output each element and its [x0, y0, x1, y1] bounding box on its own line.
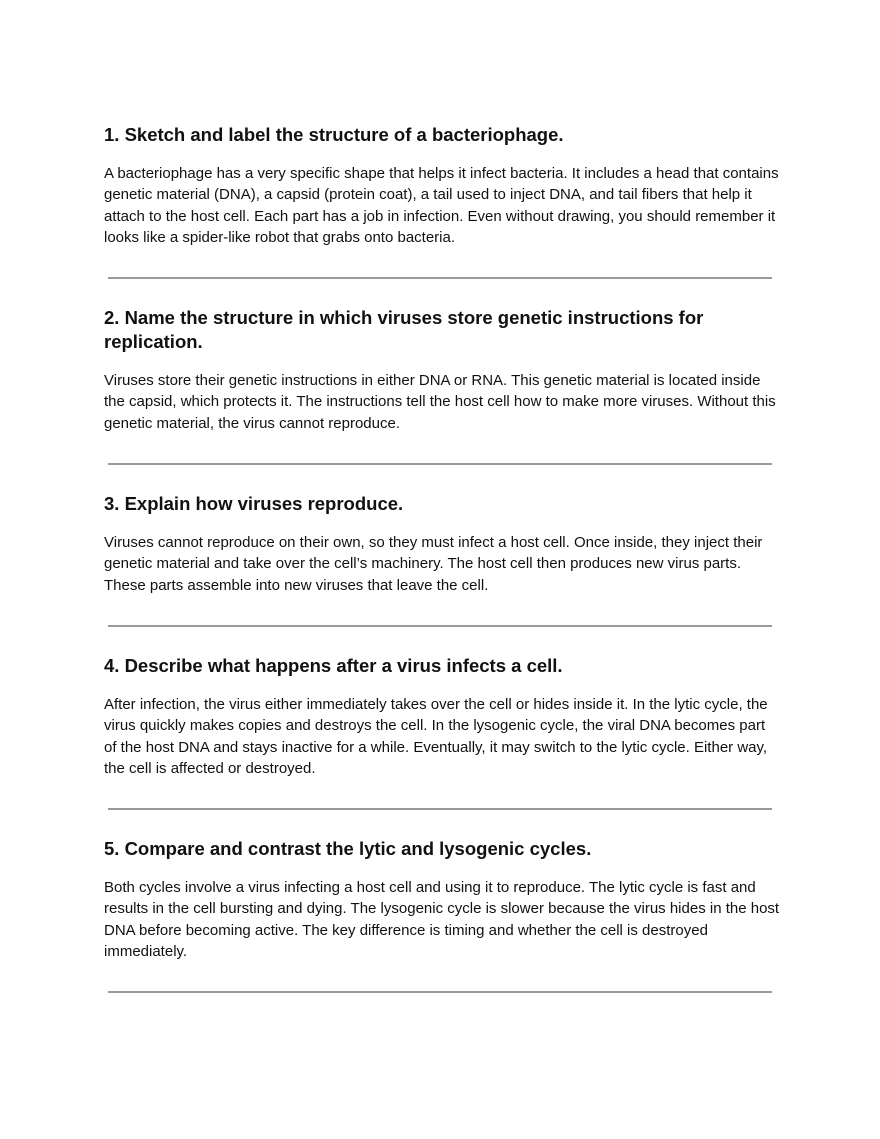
section-divider [108, 991, 772, 993]
question-section-5 [104, 837, 780, 993]
section-divider [108, 808, 772, 810]
question-section-1 [104, 123, 780, 279]
section-divider [108, 277, 772, 279]
question-section-2 [104, 306, 780, 465]
section-divider [108, 625, 772, 627]
question-heading: 5. Compare and contrast the lytic and lysogenic cycles. [104, 838, 592, 860]
answer-paragraph: After infection, the virus either immediately takes over the cell or hides inside it. In the lytic cycle, the virus quickly makes copies and destroys the cell. In the lysogenic cycle, the viral DNA becomes part of the host DNA and stays inactive for a while. Eventually, it may switch to the lytic cycle. Either way, the cell is affected or destroyed. [104, 695, 768, 777]
answer-paragraph: A bacteriophage has a very specific shape that helps it infect bacteria. It includes a head that contains genetic material (DNA), a capsid (protein coat), a tail used to inject DNA, and tail fibers that help it attach to the host cell. Each part has a job in infection. Even without drawing, you should remember it looks like a spider-like robot that grabs onto bacteria. [104, 165, 779, 246]
question-section-4 [104, 654, 780, 810]
question-heading: 3. Explain how viruses reproduce. [104, 493, 404, 515]
question-heading: 4. Describe what happens after a virus infects a cell. [104, 654, 563, 676]
section-divider [108, 463, 772, 465]
answer-paragraph: Viruses cannot reproduce on their own, so they must infect a host cell. Once inside, they inject their genetic material and take over the cell’s machinery. The host cell then produces new virus parts. These parts assemble into new viruses that leave the cell. [104, 534, 763, 594]
question-heading: 2. Name the structure in which viruses store genetic instructions for replication. [104, 307, 704, 353]
question-heading: 1. Sketch and label the structure of a bacteriophage. [104, 124, 564, 145]
answer-paragraph: Viruses store their genetic instructions in either DNA or RNA. This genetic material is located inside the capsid, which protects it. The instructions tell the host cell how to make more viruses. Without this genetic material, the virus cannot reproduce. [104, 372, 776, 432]
answer-paragraph: Both cycles involve a virus infecting a host cell and using it to reproduce. The lytic cycle is fast and results in the cell bursting and dying. The lysogenic cycle is slower because the virus hides in the host DNA before becoming active. The key difference is timing and whether the cell is destroyed immediately. [104, 879, 780, 961]
document-page [104, 123, 780, 1020]
question-section-3 [104, 492, 780, 627]
